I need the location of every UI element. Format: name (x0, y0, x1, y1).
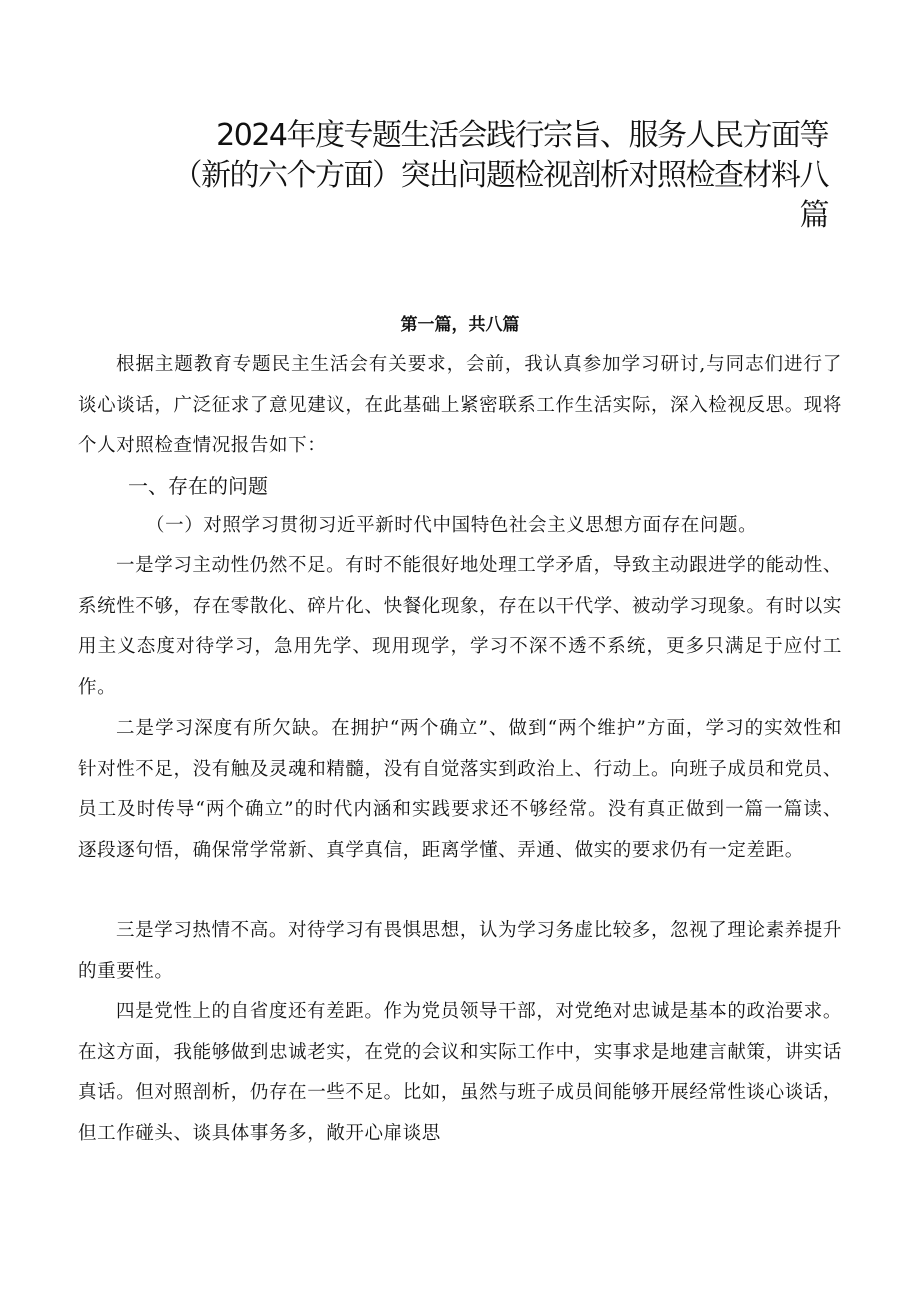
paragraph-point-3: 三是学习热情不高。对待学习有畏惧思想，认为学习务虚比较多，忽视了理论素养提升的重要性。 (78, 920, 842, 982)
paragraph-point-2: 二是学习深度有所欠缺。在拥护“两个确立”、做到“两个维护”方面，学习的实效性和针对性不足，没有触及灵魂和精髓，没有自觉落实到政治上、行动上。向班子成员和党员、员工及时传导“两个确立”的时代内涵和实践要求还不够经常。没有真正做到一篇一篇读、逐段逐句悟，确保常学常新、真学真信，距离学懂、弄通、做实的要求仍有一定差距。 (78, 718, 843, 861)
paragraph-point-4: 四是党性上的自省度还有差距。作为党员领导干部，对党绝对忠诚是基本的政治要求。在这方面，我能够做到忠诚老实，在党的会议和实际工作中，实事求是地建言献策，讲实话真话。但对照剖析，仍存在一些不足。比如，虽然与班子成员间能够开展经常性谈心谈话，但工作碰头、谈具体事务多，敞开心扉谈思 (78, 1001, 843, 1144)
intro-paragraph: 根据主题教育专题民主生活会有关要求，会前，我认真参加学习研讨,与同志们进行了谈心谈话，广泛征求了意见建议，在此基础上紧密联系工作生活实际，深入检视反思。现将个人对照检查情况报告如下： (78, 354, 843, 456)
title-line-3: 篇 (799, 198, 828, 233)
subsection-heading: （一）对照学习贯彻习近平新时代中国特色社会主义思想方面存在问题。 (146, 515, 758, 536)
section-heading: 一、存在的问题 (128, 474, 268, 498)
title-line-2: （新的六个方面）突出问题检视剖析对照检查材料八 (172, 158, 828, 193)
paragraph-point-1: 一是学习主动性仍然不足。有时不能很好地处理工学矛盾，导致主动跟进学的能动性、系统性不够，存在零散化、碎片化、快餐化现象，存在以干代学、被动学习现象。有时以实用主义态度对待学习，急用先学、现用现学，学习不深不透不系统，更多只满足于应付工作。 (78, 555, 843, 698)
part-subtitle: 第一篇，共八篇 (400, 315, 520, 335)
document-title (78, 116, 828, 236)
title-line-1: 2024年度专题生活会践行宗旨、服务人民方面等 (216, 118, 828, 153)
